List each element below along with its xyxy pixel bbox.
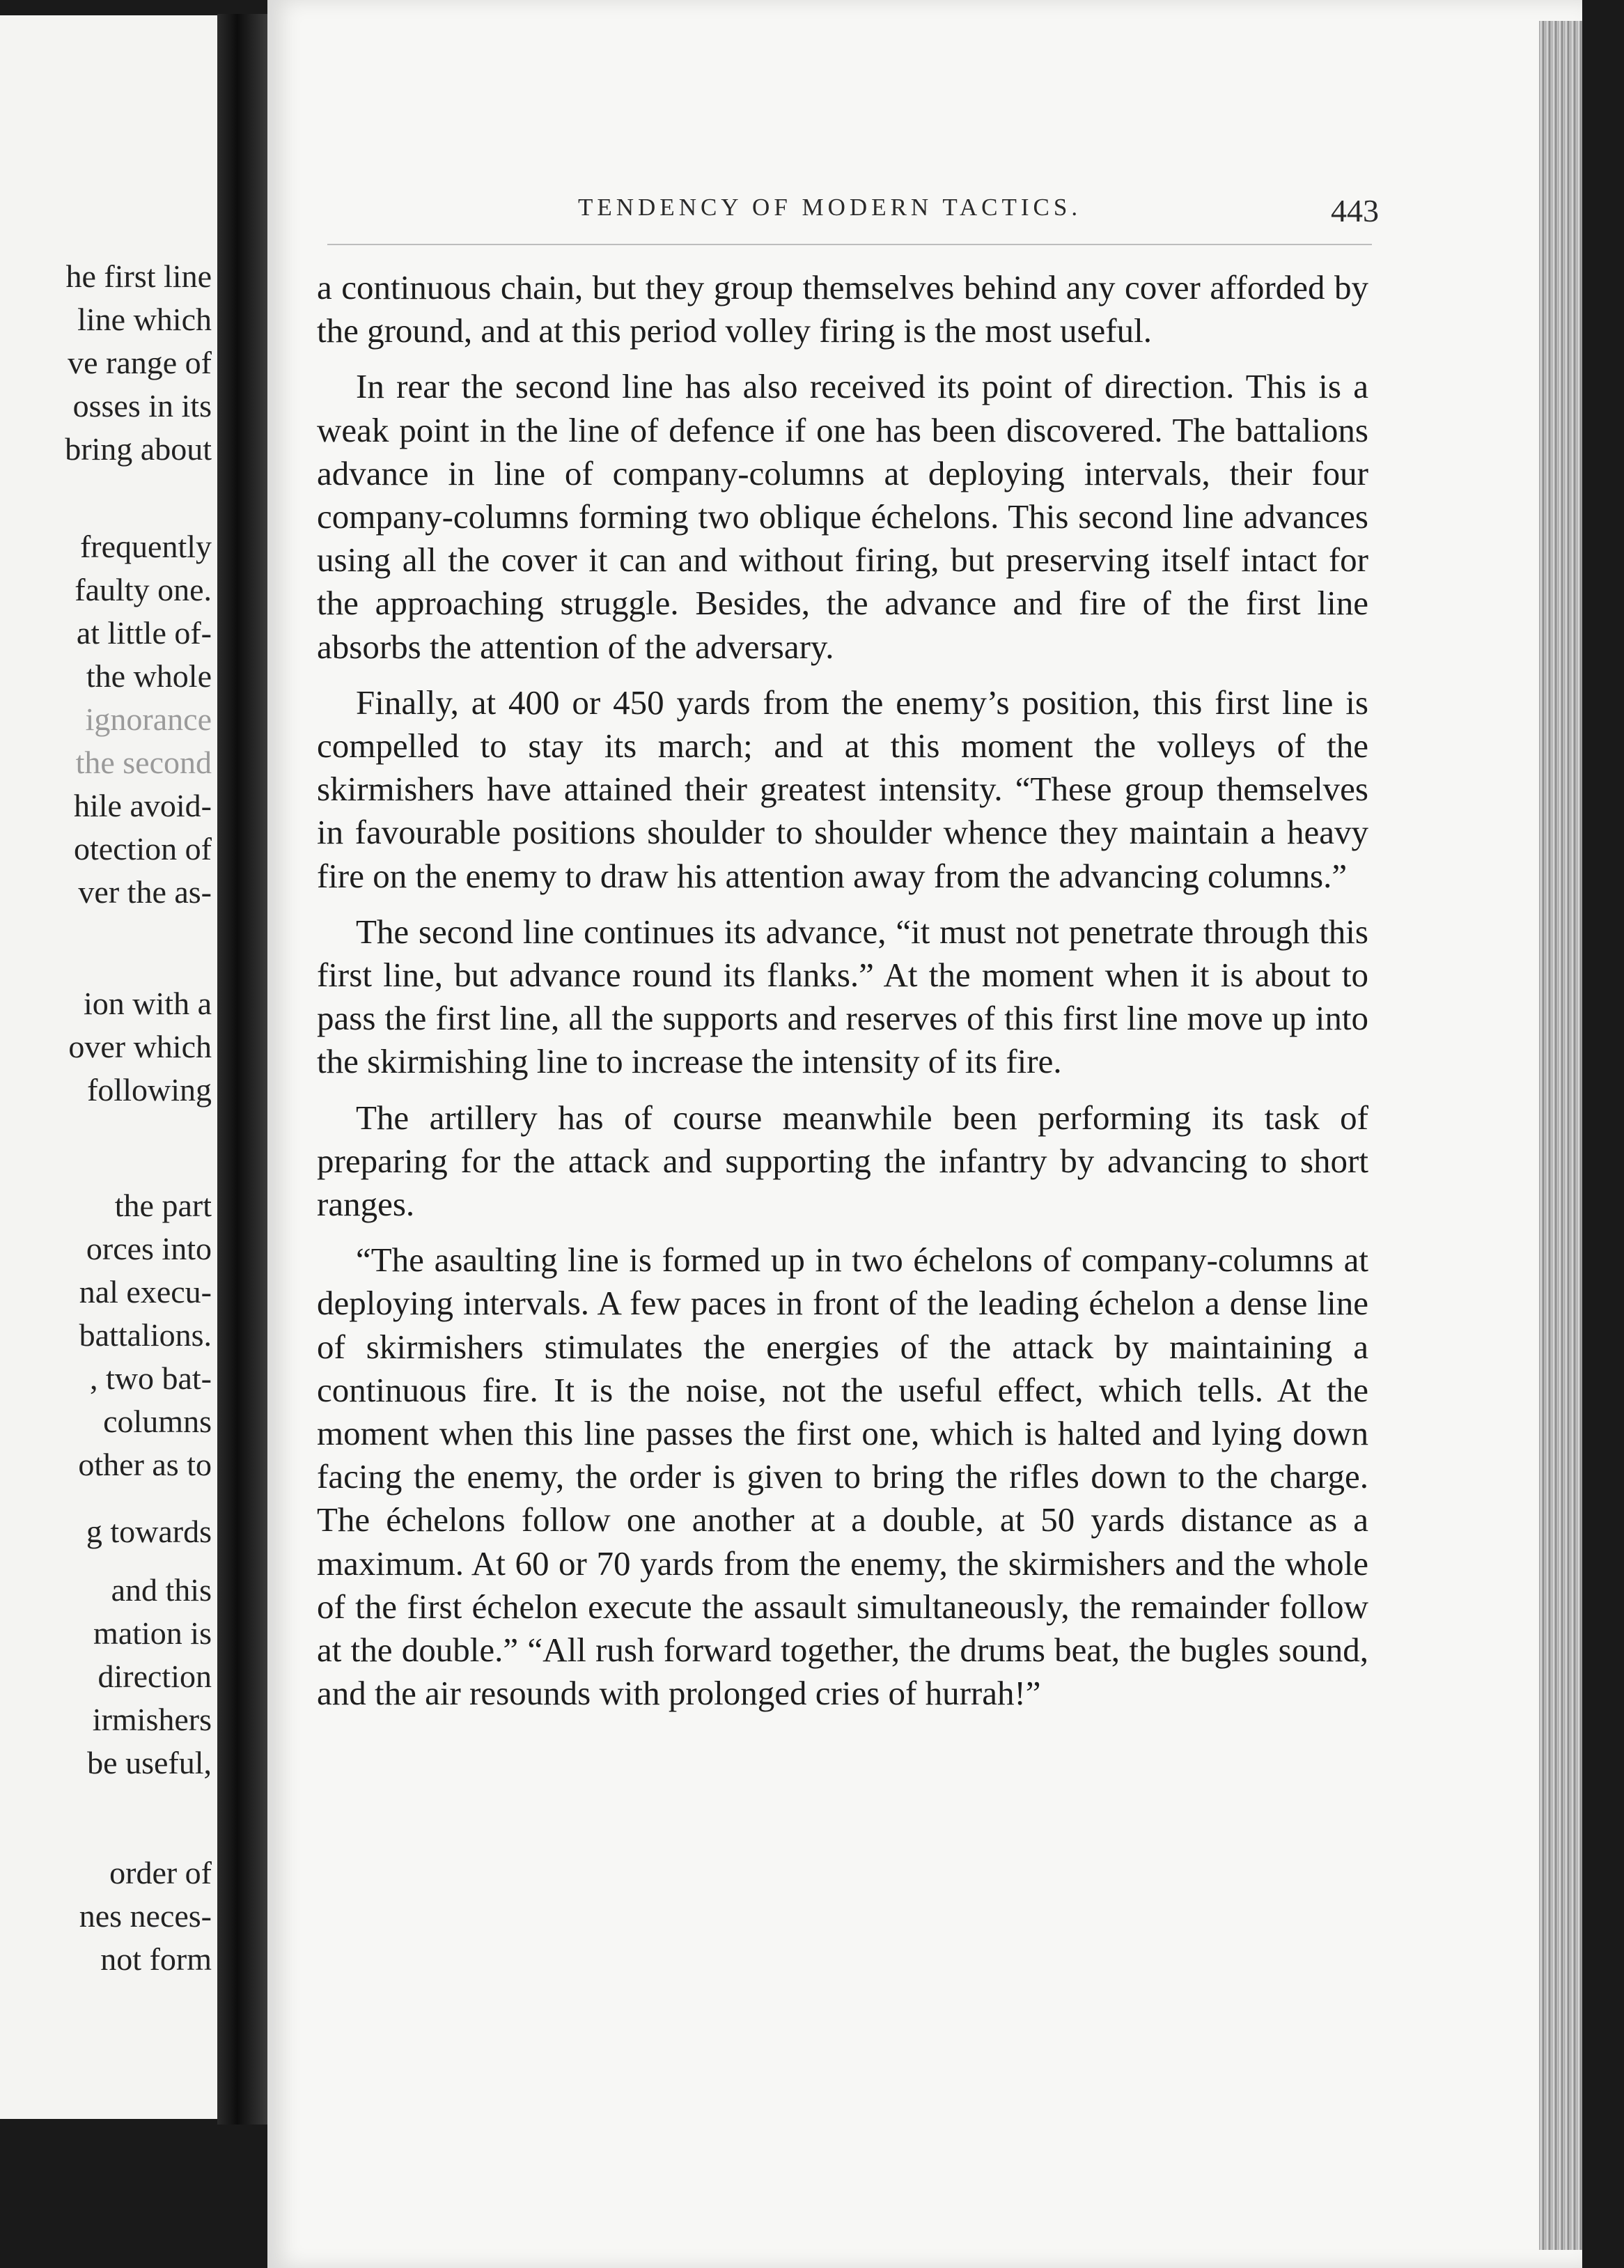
left-fragment: following: [87, 1072, 212, 1108]
paragraph: The second line continues its advance, “it must not penetrate through this first line, but advance round its flanks.” At the moment when it is about to pass the first line, all the supports and reserves of this first line move up into the skirmishing line to increase the intensity of its fire.: [317, 912, 1368, 1081]
left-fragment: and this: [111, 1572, 212, 1608]
left-fragment: nal execu-: [79, 1274, 212, 1310]
left-fragment: nes neces-: [79, 1898, 212, 1934]
left-fragment: osses in its: [72, 388, 212, 424]
left-fragment: he first line: [65, 258, 212, 294]
page-number: 443: [1331, 193, 1379, 228]
header-rule: [327, 244, 1372, 245]
left-facing-page: [0, 15, 217, 2119]
left-fragment: ver the as-: [78, 874, 212, 910]
paragraph: The artillery has of course meanwhile been performing its task of preparing for the attack and supporting the infantry by advancing to short ranges.: [317, 1098, 1368, 1224]
left-fragment: the second: [75, 745, 212, 780]
page-edges: [1539, 21, 1582, 2250]
left-fragment: g towards: [86, 1514, 212, 1549]
left-fragment: orces into: [86, 1231, 212, 1266]
left-fragment: other as to: [78, 1447, 212, 1482]
left-fragment: over which: [68, 1029, 212, 1064]
left-fragment: frequently: [79, 529, 212, 564]
left-fragment: ve range of: [68, 345, 212, 380]
running-title: TENDENCY OF MODERN TACTICS.: [578, 194, 1082, 221]
paragraph: “The asaulting line is formed up in two échelons of company-columns at deploying intervals. A few paces in front of the leading échelon a dense line of skirmishers stimulates the energies of the attack by maintaining a continuous fire. It is the noise, not the useful effect, which tells. At the moment when this line passes the first one, which is halted and lying down facing the enemy, the order is given to bring the rifles down to the charge. The échelons follow one another at a double, at 50 yards distance as a maximum. At 60 or 70 yards from the enemy, the skirmishers and the whole of the first échelon execute the assault simultaneously, the remainder follow at the double.” “All rush forward together, the drums beat, the bugles sound, and the air resounds with prolonged cries of hurrah!”: [317, 1241, 1368, 1713]
body-text: [317, 266, 1368, 1728]
left-fragment: irmishers: [92, 1702, 212, 1737]
left-fragment: not form: [100, 1941, 212, 1977]
book-gutter: [217, 14, 267, 2125]
paragraph: Finally, at 400 or 450 yards from the enemy’s position, this first line is compelled to stay its march; and at this moment the volleys of the skirmishers have attained their greatest intensity. “These group themselves in favourable positions shoulder to shoulder whence they maintain a heavy fire on the enemy to draw his attention away from the advancing columns.”: [317, 683, 1368, 895]
left-fragment: otection of: [74, 831, 212, 867]
left-fragment: be useful,: [87, 1745, 212, 1780]
left-fragment: battalions.: [79, 1317, 212, 1353]
left-fragment: faulty one.: [75, 572, 212, 607]
left-fragment: order of: [109, 1855, 212, 1890]
left-fragment: direction: [97, 1659, 212, 1694]
left-fragment: at little of-: [76, 615, 212, 651]
paragraph: In rear the second line has also received its point of direction. This is a weak point in the line of defence if one has been discovered. The battalions advance in line of company-columns at deploying intervals, their four company-columns forming two oblique échelons. This second line advances using all the cover it can and without firing, but preserving itself intact for the approaching struggle. Besides, the advance and fire of the first line absorbs the attention of the adversary.: [317, 367, 1368, 666]
left-fragment: hile avoid-: [74, 788, 212, 823]
left-fragment: line which: [77, 302, 212, 337]
left-fragment: ignorance: [85, 701, 212, 737]
left-fragment: columns: [103, 1404, 212, 1439]
left-fragment: bring about: [65, 431, 212, 467]
left-fragment: the part: [114, 1188, 212, 1223]
left-fragment: , two bat-: [89, 1360, 212, 1396]
left-fragment: the whole: [86, 658, 212, 694]
left-fragment: ion with a: [84, 986, 212, 1021]
paragraph: a continuous chain, but they group themselves behind any cover afforded by the ground, and at this period volley firing is the most useful.: [317, 268, 1368, 350]
left-fragment: mation is: [93, 1615, 212, 1651]
page-header: [313, 188, 1379, 244]
